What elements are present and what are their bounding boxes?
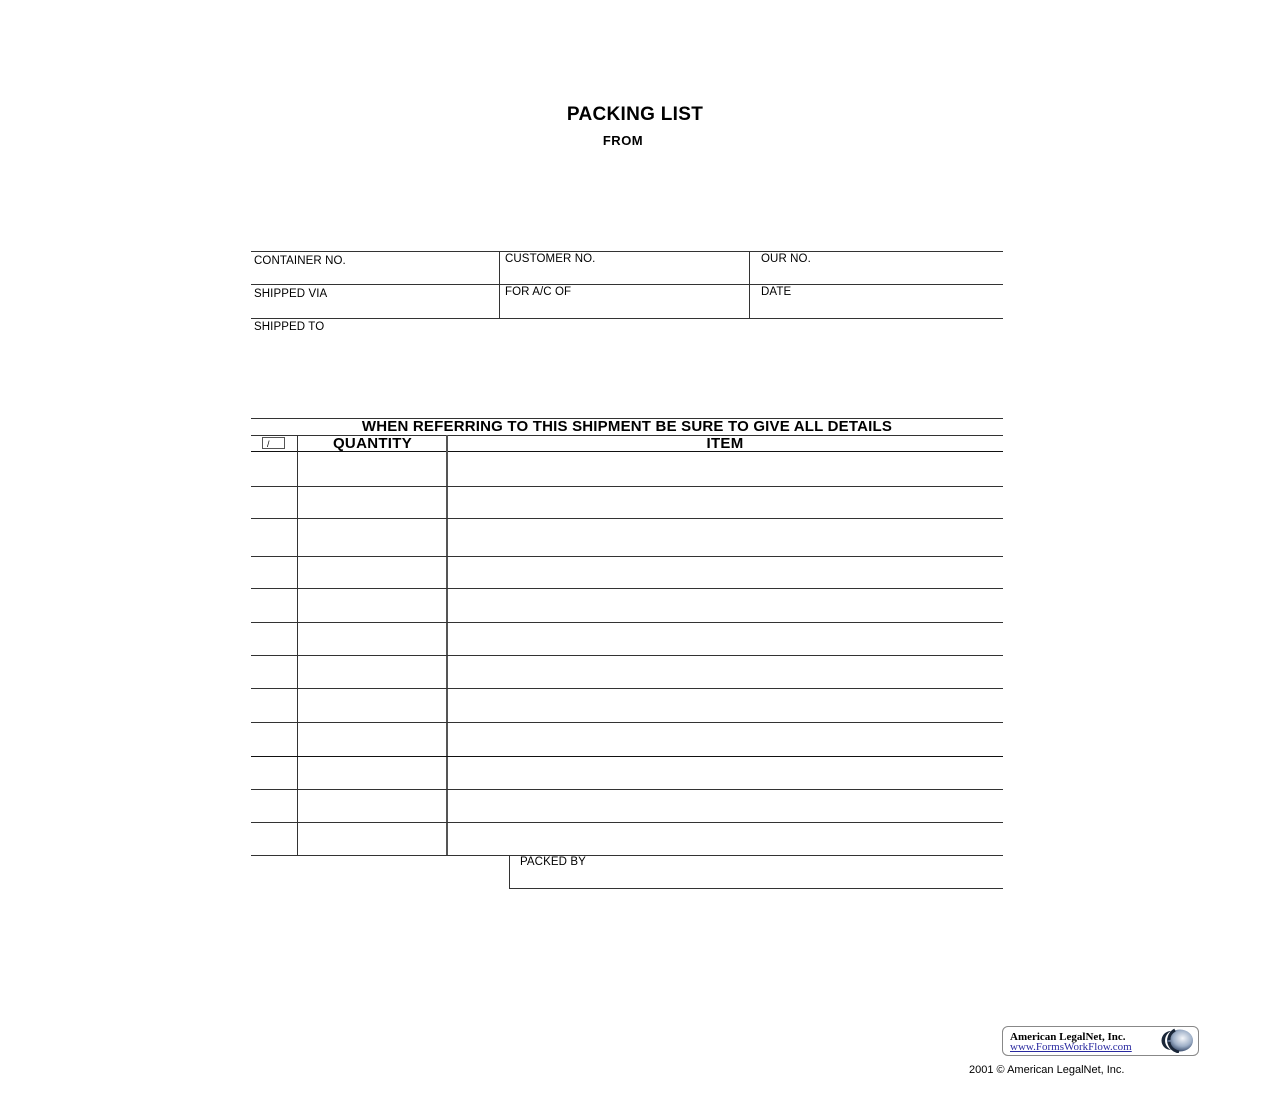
customer-no-label: CUSTOMER NO. — [505, 253, 596, 265]
globe-icon — [1161, 1028, 1195, 1053]
for-ac-of-label: FOR A/C OF — [505, 286, 572, 298]
row-12-check[interactable] — [251, 823, 297, 855]
row-8-check[interactable] — [251, 689, 297, 722]
date-label: DATE — [761, 286, 792, 298]
row-3-quantity[interactable] — [298, 519, 446, 556]
row-9-check[interactable] — [251, 723, 297, 756]
row-10-check[interactable] — [251, 757, 297, 789]
row-6-check[interactable] — [251, 623, 297, 655]
packed-by-field[interactable] — [510, 856, 1003, 888]
row-10-item[interactable] — [448, 757, 1003, 789]
date-field[interactable] — [750, 285, 1003, 318]
quantity-column-header: QUANTITY — [332, 435, 413, 452]
item-column-header: ITEM — [706, 435, 744, 452]
row-11-check[interactable] — [251, 790, 297, 822]
publisher-logo — [1002, 1026, 1199, 1056]
shipped-to-label: SHIPPED TO — [254, 321, 325, 333]
row-2-check[interactable] — [251, 487, 297, 518]
customer-no-field[interactable] — [500, 252, 749, 284]
shipped-via-field[interactable] — [251, 285, 499, 318]
row-7-check[interactable] — [251, 656, 297, 688]
row-10-quantity[interactable] — [298, 757, 446, 789]
row-12-quantity[interactable] — [298, 823, 446, 855]
row-5-item[interactable] — [448, 589, 1003, 622]
for-ac-of-field[interactable] — [500, 285, 749, 318]
row-12-item[interactable] — [448, 823, 1003, 855]
row-6-quantity[interactable] — [298, 623, 446, 655]
shipped-to-field[interactable] — [251, 319, 1003, 414]
row-7-quantity[interactable] — [298, 656, 446, 688]
logo-url-link[interactable]: www.FormsWorkFlow.com — [1010, 1041, 1132, 1053]
logo-company-name: American LegalNet, Inc. — [1010, 1031, 1126, 1043]
row-5-check[interactable] — [251, 589, 297, 622]
row-4-item[interactable] — [448, 557, 1003, 588]
shipment-notice: WHEN REFERRING TO THIS SHIPMENT BE SURE TO GIVE ALL DETAILS — [361, 418, 893, 435]
row-11-quantity[interactable] — [298, 790, 446, 822]
row-2-quantity[interactable] — [298, 487, 446, 518]
row-1-quantity[interactable] — [298, 452, 446, 486]
from-label: FROM — [602, 133, 644, 148]
row-8-item[interactable] — [448, 689, 1003, 722]
row-9-quantity[interactable] — [298, 723, 446, 756]
row-4-quantity[interactable] — [298, 557, 446, 588]
our-no-label: OUR NO. — [761, 253, 811, 265]
row-9-item[interactable] — [448, 723, 1003, 756]
row-7-item[interactable] — [448, 656, 1003, 688]
check-column-header: / — [262, 437, 285, 449]
row-1-item[interactable] — [448, 452, 1003, 486]
divider — [509, 888, 1003, 889]
shipped-via-label: SHIPPED VIA — [254, 288, 328, 300]
row-5-quantity[interactable] — [298, 589, 446, 622]
row-3-item[interactable] — [448, 519, 1003, 556]
copyright-notice: 2001 © American LegalNet, Inc. — [969, 1064, 1125, 1076]
row-4-check[interactable] — [251, 557, 297, 588]
our-no-field[interactable] — [750, 252, 1003, 284]
row-3-check[interactable] — [251, 519, 297, 556]
row-8-quantity[interactable] — [298, 689, 446, 722]
row-6-item[interactable] — [448, 623, 1003, 655]
packed-by-label: PACKED BY — [520, 856, 586, 868]
container-no-label: CONTAINER NO. — [254, 255, 346, 267]
row-11-item[interactable] — [448, 790, 1003, 822]
container-no-field[interactable] — [251, 252, 499, 284]
row-2-item[interactable] — [448, 487, 1003, 518]
page-title: PACKING LIST — [566, 104, 704, 125]
row-1-check[interactable] — [251, 452, 297, 486]
